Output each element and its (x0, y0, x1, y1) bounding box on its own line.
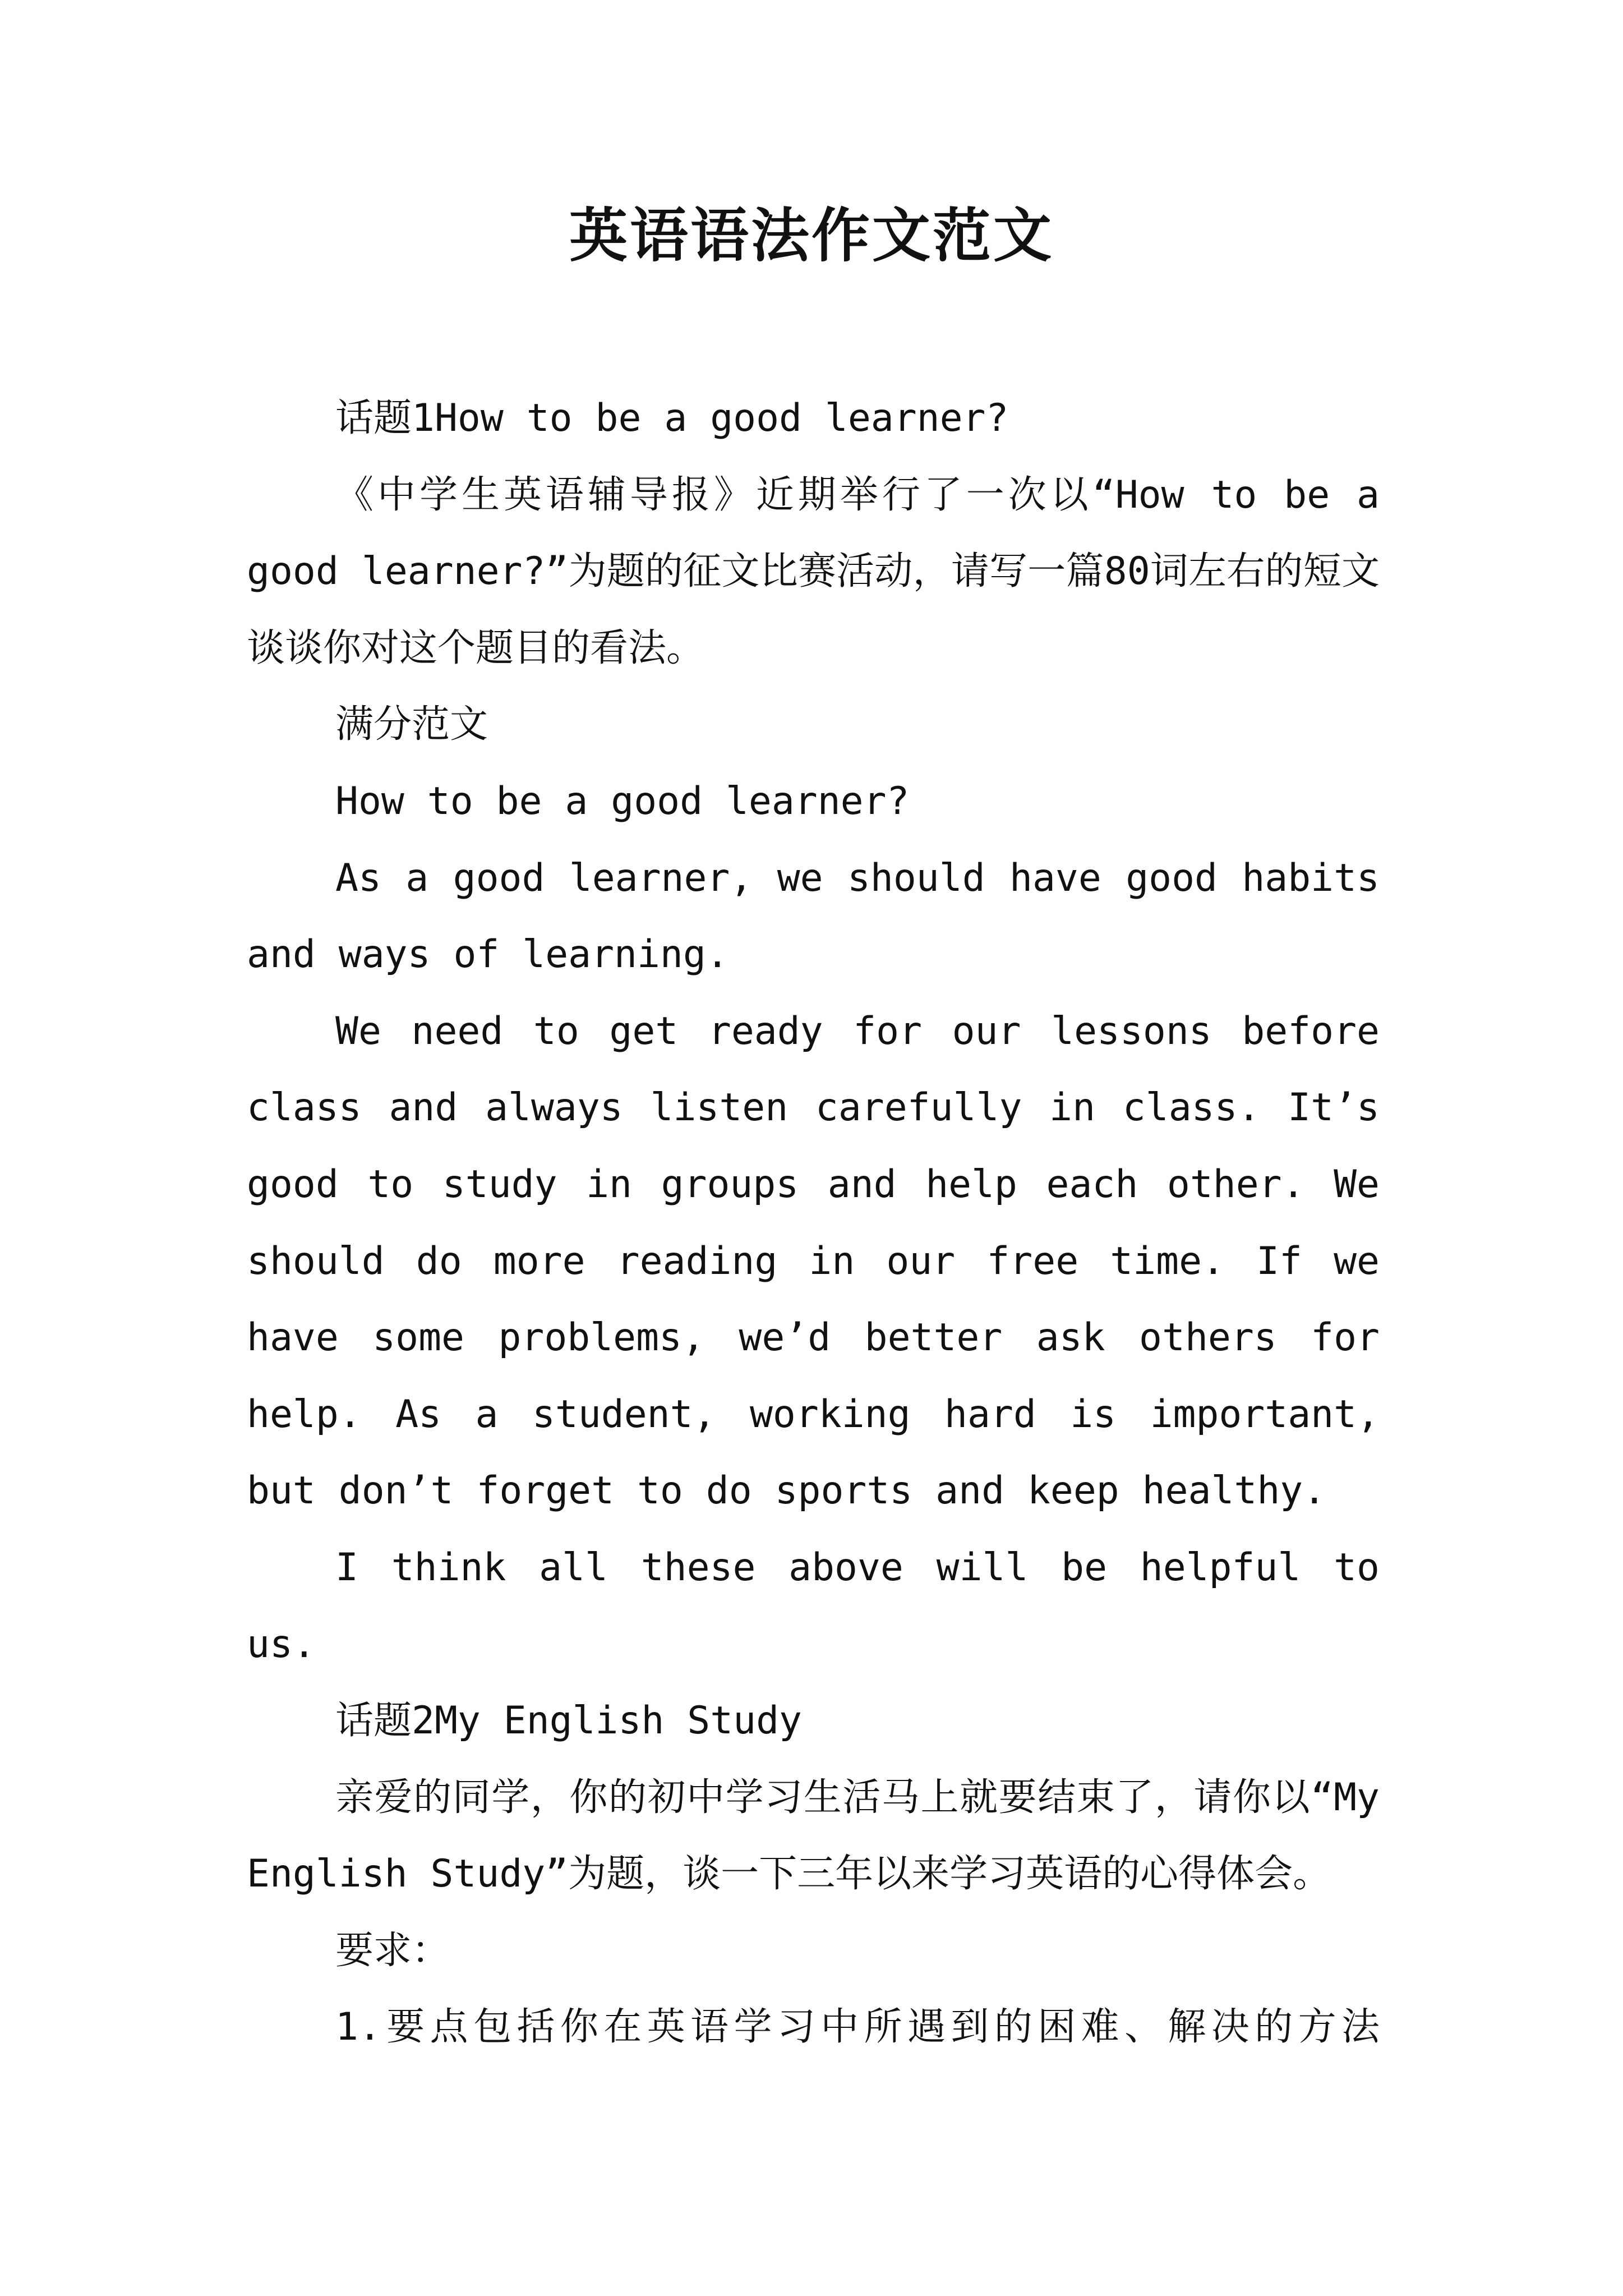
paragraph-essay-title: How to be a good learner? (335, 779, 910, 823)
paragraph-topic-1-instructions: 《中学生英语辅导报》近期举行了一次以“How to be a good learner?”为题的征文比赛活动，请写一篇80词左右的短文谈谈你对这个题目的看法。 (247, 472, 1380, 670)
paragraph-topic-2: 话题2My English Study (335, 1699, 802, 1743)
paragraph-requirement-1: 1.要点包括你在英语学习中所遇到的困难、解决的方法 (335, 2005, 1380, 2050)
paragraph-model-essay-label: 满分范文 (335, 702, 488, 747)
paragraph-requirements-label: 要求： (335, 1928, 450, 1973)
paragraph-topic-2-instructions: 亲爱的同学，你的初中学习生活马上就要结束了，请你以“My English Study”为题，谈一下三年以来学习英语的心得体会。 (247, 1775, 1380, 1897)
paragraph-essay-intro: As a good learner, we should have good habits and ways of learning. (247, 855, 1380, 977)
paragraph-essay-conclusion: I think all these above will be helpful to us. (247, 1545, 1380, 1667)
paragraph-topic-1: 话题1How to be a good learner? (335, 396, 1009, 440)
document-title: 英语语法作文范文 (569, 201, 1054, 270)
document-body (247, 380, 1380, 2066)
paragraph-essay-body: We need to get ready for our lessons before class and always listen carefully in class. It’s good to study in groups and help each other. We should do more reading in our free time. If we have some problems, we’d better ask others for help. As a student, working hard is important, but don’t forget to do sports and keep healthy. (247, 1009, 1380, 1513)
